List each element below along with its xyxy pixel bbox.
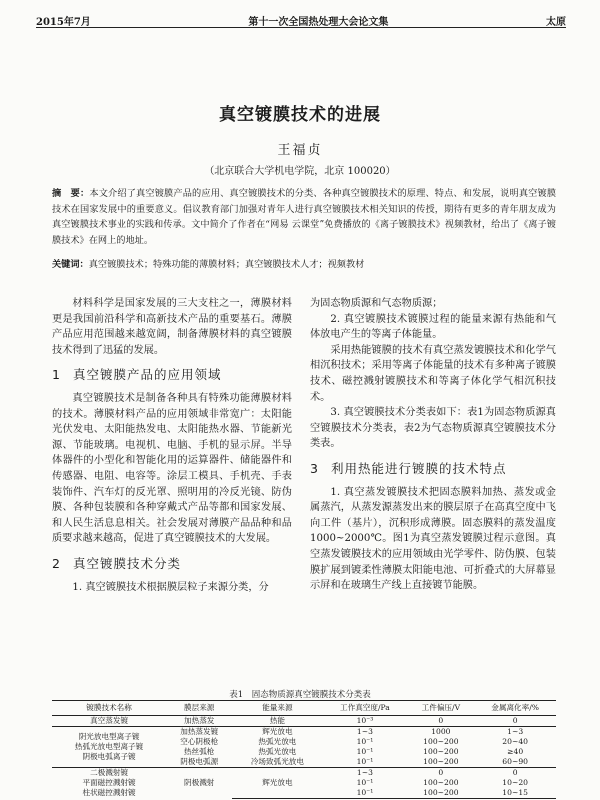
ionization-rate: 10~15 xyxy=(474,788,556,799)
workpiece-bias: 0 xyxy=(407,768,474,779)
header-date: 2015年7月 xyxy=(36,17,91,28)
header-location: 太原 xyxy=(545,17,566,28)
ionization-rate: 1~3 xyxy=(474,727,556,738)
table-header-cell: 工作真空度/Pa xyxy=(322,701,407,716)
table-header-cell: 镀膜技术名称 xyxy=(52,701,166,716)
workpiece-bias: 100~200 xyxy=(423,778,459,787)
technique-name-group xyxy=(52,768,166,799)
energy-paragraph: 2. 真空镀膜技术镀膜过程的能量来源有热能和气体放电产生的等离子体能量。 xyxy=(310,313,556,341)
technique-name: 热弧光放电型离子镀 xyxy=(74,742,144,751)
film-source: 加热蒸发 xyxy=(184,716,215,725)
section-heading-1 xyxy=(52,367,292,383)
paper-title: 真空镀膜技术的进展 xyxy=(219,105,381,125)
technique-name: 阴光放电型离子镀 xyxy=(78,732,140,741)
film-source: 阴极电弧源 xyxy=(180,757,219,766)
ionization-rate: 10~20 xyxy=(502,778,528,787)
keywords xyxy=(52,256,556,270)
section-number: 2 xyxy=(52,555,61,571)
table-header-cell: 工件偏压/V xyxy=(407,701,474,716)
film-source: 热丝弧枪 xyxy=(184,747,215,756)
working-vacuum: 10⁻¹ xyxy=(356,737,374,746)
working-vacuum: 10⁻³ xyxy=(356,716,374,725)
running-header xyxy=(36,8,566,28)
technique-name: 阴极电弧离子镀 xyxy=(82,752,136,761)
workpiece-bias: 0 xyxy=(438,716,444,725)
section-number: 1 xyxy=(52,367,61,383)
section-heading-3 xyxy=(310,461,556,477)
film-source: 空心阴极枪 xyxy=(180,737,219,746)
working-vacuum: 10⁻¹ xyxy=(356,778,374,787)
table-header-cell: 金属离化率/% xyxy=(474,701,556,716)
abstract-label: 摘 要： xyxy=(52,188,90,199)
technique-name: 柱状磁控溅射镀 xyxy=(82,788,136,798)
right-column xyxy=(310,296,556,594)
technique-name: 二极溅射镀 xyxy=(90,768,129,778)
working-vacuum: 10⁻¹ xyxy=(356,757,374,766)
abstract-text: 本文介绍了真空镀膜产品的应用、真空镀膜技术的分类、各种真空镀膜技术的原理、特点、和发展，说明真空镀膜技术在国家发展中的重要意义。倡议教育部门加强对青年人进行真空镀膜技术相关知识的传授，期待有更多的青年朋友成为真空镀膜技术事业的实践和传承。文中简介了作者在“网易 云课堂”免费播放的《离子镀膜技术》视频教材，给出了《离子镀膜技术》在网上的地址。 xyxy=(52,188,557,246)
evaporation-paragraph: 1. 真空蒸发镀膜技术把固态膜料加热、蒸发或金属蒸汽，从蒸发源蒸发出来的膜层原子在高真空度中飞向工件（基片），沉积形成薄膜。固态膜料的蒸发温度1000~2000℃。图1为真空蒸发镀膜过程示意图。真空蒸发镀膜技术的应用领域由光学零件、防伪膜、包装膜扩展到镀柔性薄膜太阳能电池、可折叠式的大屏幕显示屏和在玻璃生产线上直接镀节能膜。 xyxy=(310,486,556,592)
energy-source xyxy=(232,768,322,779)
energy-source: 热弧光放电 xyxy=(258,747,297,756)
workpiece-bias: 1000 xyxy=(407,727,474,738)
table-header-cell: 膜层来源 xyxy=(166,701,232,716)
section-heading-2 xyxy=(52,556,292,572)
workpiece-bias: 100~200 xyxy=(423,757,459,766)
intro-paragraph: 材料科学是国家发展的三大支柱之一，薄膜材料更是我国前沿科学和高新技术产品的重要基石。薄膜产品应用范围越来越宽阔，制备薄膜材料的真空镀膜技术得到了迅猛的发展。 xyxy=(52,298,292,356)
energy-source: 辉光放电 xyxy=(262,778,293,787)
section-title: 真空镀膜产品的应用领域 xyxy=(72,367,222,383)
energy-source xyxy=(232,788,322,799)
film-source: 阴极溅射 xyxy=(166,768,232,799)
section-number: 3 xyxy=(310,460,319,476)
ionization-rate: 0 xyxy=(512,716,518,725)
section2-paragraph: 1. 真空镀膜技术根据膜层粒子来源分类，分 xyxy=(72,581,269,593)
table-row xyxy=(52,716,556,727)
header-journal: 第十一次全国热处理大会论文集 xyxy=(248,17,389,28)
classification-table xyxy=(52,700,556,799)
table-caption: 表1 固态物质源真空镀膜技术分类表 xyxy=(229,690,371,700)
author-affiliation: （北京联合大学机电学院，北京 100020） xyxy=(204,166,396,177)
ionization-rate: 20~40 xyxy=(502,737,528,746)
energy-source: 冷场致弧光放电 xyxy=(250,757,304,766)
keywords-text: 真空镀膜技术；特殊功能的薄膜材料；真空镀膜技术人才；视频教材 xyxy=(88,259,365,270)
continued-paragraph: 为固态物质源和气态物质源； xyxy=(310,298,443,309)
working-vacuum: 1~3 xyxy=(322,768,407,779)
table-header-cell: 能量来源 xyxy=(232,701,322,716)
abstract xyxy=(52,186,556,248)
table-row xyxy=(52,727,556,738)
ionization-rate: 60~90 xyxy=(502,757,528,766)
technique-name-group xyxy=(52,727,166,768)
header-rule xyxy=(36,27,566,28)
keywords-label: 关键词： xyxy=(52,259,89,270)
thermal-plasma-paragraph: 采用热能镀膜的技术有真空蒸发镀膜技术和化学气相沉积技术；采用等离子体能量的技术有多种离子镀膜技术、磁控溅射镀膜技术和等离子体化学气相沉积技术。 xyxy=(310,344,556,403)
author-name: 王福贞 xyxy=(277,143,323,158)
ionization-rate: ≥40 xyxy=(507,747,524,756)
energy-source: 热弧光放电 xyxy=(258,737,297,746)
workpiece-bias: 100~200 xyxy=(423,747,459,756)
ionization-rate: 0 xyxy=(474,768,556,779)
table-row xyxy=(52,768,556,779)
table-header-row xyxy=(52,701,556,716)
section1-paragraph: 真空镀膜技术是制备各种具有特殊功能薄膜材料的技术。薄膜材料产品的应用领域非常宽广：太阳能光伏发电、太阳能热发电、太阳能热水器、节能新光源、节能玻璃。电视机、电脑、手机的显示屏。半导体器件的小型化和智能化用的运算器件、储能器件和传感器、电阻、电容等。涂层工模具、手机壳、手表装饰件、汽车灯的反光罩、照明用的冷反光镜、防伪膜、各种包装膜和各种穿戴式产品等都和国家发展、和人民生活息息相关。社会发展对薄膜产品品种和品质要求越来越高，促进了真空镀膜技术的大发展。 xyxy=(52,392,292,545)
section-title: 真空镀膜技术分类 xyxy=(72,555,181,571)
workpiece-bias: 100~200 xyxy=(407,788,474,799)
section-title: 利用热能进行镀膜的技术特点 xyxy=(330,460,507,476)
film-source: 加热蒸发镀 xyxy=(166,727,232,738)
energy-source: 辉光放电 xyxy=(232,727,322,738)
workpiece-bias: 100~200 xyxy=(423,737,459,746)
working-vacuum: 1~3 xyxy=(322,727,407,738)
left-column xyxy=(52,296,292,595)
technique-name: 真空蒸发镀 xyxy=(90,716,129,725)
working-vacuum: 10⁻¹ xyxy=(322,788,407,799)
technique-name: 平面磁控溅射镀 xyxy=(82,778,136,788)
working-vacuum: 10⁻¹ xyxy=(356,747,374,756)
table-reference-paragraph: 3. 真空镀膜技术分类表如下：表1为固态物质源真空镀膜技术分类表，表2为气态物质源真空镀膜技术分类表。 xyxy=(310,407,556,450)
energy-source: 热能 xyxy=(269,716,285,725)
